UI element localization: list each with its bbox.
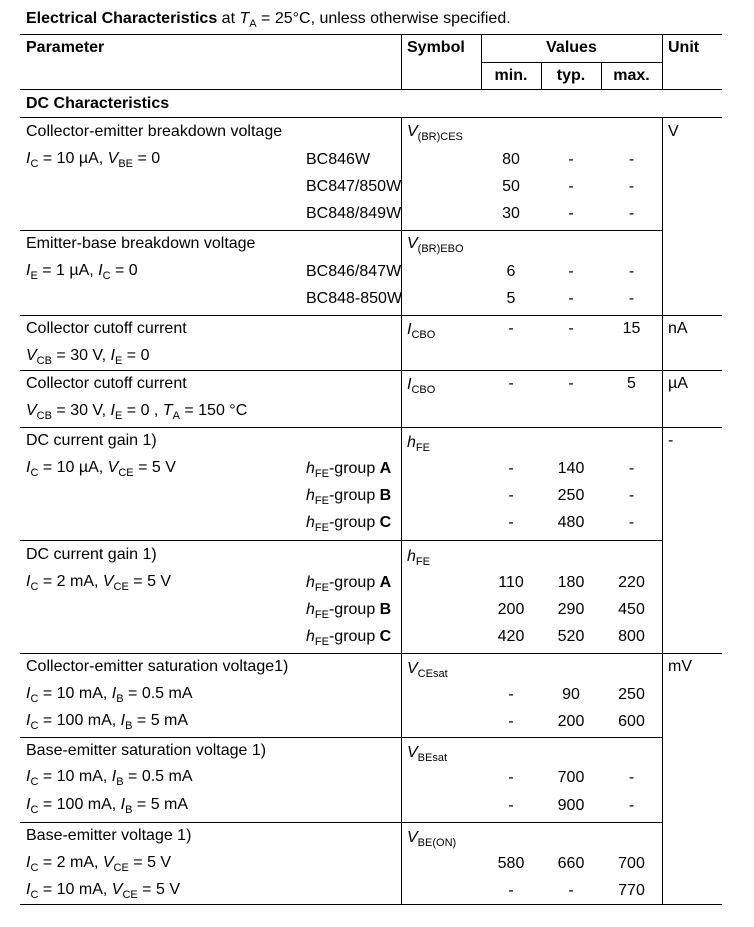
value-max: 800: [618, 628, 645, 645]
table-title: Electrical Characteristics at $T_A = 25^\circ C$, unless otherwise specified.: [26, 10, 511, 30]
test-condition: $I_C = 10$ µA, $V_{BE} = 0$: [26, 150, 161, 170]
hfe-group-label: $h_{FE}$-group B: [306, 487, 392, 507]
value-max: -: [628, 178, 635, 195]
value-min: -: [508, 686, 514, 703]
value-max: 5: [627, 375, 636, 392]
hfe-group-label: $h_{FE}$-group C: [306, 514, 392, 534]
value-max: 220: [618, 574, 645, 591]
value-typ: -: [568, 205, 574, 222]
param-name: Base-emitter voltage 1): [26, 827, 192, 844]
value-min: 50: [502, 178, 520, 195]
param-name: Collector-emitter breakdown voltage: [26, 123, 283, 140]
value-min: 110: [498, 574, 524, 591]
value-max: -: [628, 797, 635, 814]
value-max: -: [628, 290, 635, 307]
param-symbol: $h_{FE}$: [407, 548, 430, 568]
hfe-group-label: $h_{FE}$-group C: [306, 628, 392, 648]
value-min: -: [508, 713, 514, 730]
header-parameter: Parameter: [26, 39, 105, 56]
value-typ: 480: [557, 514, 585, 531]
rule-section: [20, 117, 722, 118]
value-max: 600: [618, 713, 645, 730]
value-typ: 200: [557, 713, 585, 730]
section-title: DC Characteristics: [26, 95, 170, 112]
value-min: 30: [502, 205, 520, 222]
header-symbol: Symbol: [407, 39, 465, 56]
value-min: 5: [506, 290, 516, 307]
test-condition: $I_C = 2$ mA, $V_{CE} = 5$ V: [26, 573, 172, 593]
hfe-group-label: $h_{FE}$-group A: [306, 574, 392, 594]
value-typ: -: [568, 263, 574, 280]
value-max: 700: [618, 855, 645, 872]
param-name: DC current gain 1): [26, 546, 157, 563]
rule-3: [20, 370, 722, 371]
value-min: -: [508, 460, 514, 477]
value-max: -: [628, 151, 635, 168]
param-symbol: $h_{FE}$: [407, 434, 430, 454]
value-typ: 180: [557, 574, 585, 591]
value-typ: 700: [557, 769, 585, 786]
header-unit: Unit: [668, 39, 700, 56]
param-name: Collector cutoff current: [26, 375, 187, 392]
col-divider-unit: [662, 34, 663, 90]
value-typ: 290: [557, 601, 585, 618]
value-min: 200: [497, 601, 525, 618]
value-max: 770: [618, 882, 645, 899]
rule-1: [20, 230, 662, 231]
test-condition: $I_C = 10$ mA, $I_B = 0.5$ mA: [26, 768, 193, 788]
value-typ: 520: [557, 628, 585, 645]
param-symbol: $I_{CBO}$: [407, 321, 436, 341]
value-max: 250: [618, 686, 645, 703]
rule-6: [20, 653, 722, 654]
rule-2: [20, 315, 722, 316]
param-name: DC current gain 1): [26, 432, 157, 449]
test-condition: $V_{CB} = 30$ V, $I_E = 0$: [26, 347, 150, 367]
col-divider-symbol: [401, 117, 402, 905]
value-min: 6: [506, 263, 516, 280]
param-unit: -: [668, 432, 674, 449]
value-max: -: [628, 769, 635, 786]
value-min: -: [508, 320, 514, 337]
param-symbol: $V_{(BR)CES}$: [407, 123, 463, 143]
param-name: Collector cutoff current: [26, 320, 187, 337]
value-min: 580: [497, 855, 525, 872]
value-typ: 90: [562, 686, 580, 703]
value-typ: -: [568, 375, 574, 392]
rule-7: [20, 737, 662, 738]
device-label: BC848-850W: [306, 290, 403, 307]
header-typ: typ.: [556, 67, 586, 84]
value-min: -: [508, 797, 514, 814]
test-condition: $I_C = 10$ µA, $V_{CE} = 5$ V: [26, 459, 176, 479]
value-min: -: [508, 375, 514, 392]
header-min: min.: [494, 67, 528, 84]
value-typ: 900: [557, 797, 585, 814]
value-typ: -: [568, 290, 574, 307]
header-values: Values: [546, 39, 597, 56]
device-label: BC847/850W: [306, 178, 402, 195]
test-condition: $I_C = 100$ mA, $I_B = 5$ mA: [26, 712, 189, 732]
value-min: -: [508, 487, 514, 504]
value-typ: -: [568, 882, 574, 899]
value-min: -: [508, 882, 514, 899]
device-label: BC848/849W: [306, 205, 402, 222]
col-divider-symbol: [401, 34, 402, 90]
rule-4: [20, 427, 722, 428]
test-condition: $I_E = 1$ µA, $I_C = 0$: [26, 262, 138, 282]
param-symbol: $V_{BE(ON)}$: [407, 829, 457, 849]
value-max: -: [628, 487, 635, 504]
rule-header-bottom: [20, 89, 722, 90]
value-min: 80: [502, 151, 520, 168]
device-label: BC846W: [306, 151, 371, 168]
value-max: 15: [622, 320, 641, 337]
rule-5: [20, 540, 662, 541]
rule-top: [20, 34, 722, 35]
value-typ: 140: [557, 460, 585, 477]
param-unit: mV: [668, 658, 692, 675]
value-max: -: [628, 263, 635, 280]
param-symbol: $V_{CEsat}$: [407, 660, 448, 680]
param-symbol: $I_{CBO}$: [407, 376, 436, 396]
param-name: Emitter-base breakdown voltage: [26, 235, 256, 252]
header-max: max.: [613, 67, 650, 84]
param-symbol: $V_{BEsat}$: [407, 744, 448, 764]
value-min: -: [508, 769, 514, 786]
value-min: 420: [497, 628, 525, 645]
rule-values-sub: [481, 62, 662, 63]
test-condition: $I_C = 10$ mA, $V_{CE} = 5$ V: [26, 881, 180, 901]
value-typ: 250: [557, 487, 585, 504]
hfe-group-label: $h_{FE}$-group B: [306, 601, 392, 621]
test-condition: $I_C = 100$ mA, $I_B = 5$ mA: [26, 796, 189, 816]
value-typ: -: [568, 151, 574, 168]
hfe-group-label: $h_{FE}$-group A: [306, 460, 392, 480]
param-unit: µA: [668, 375, 688, 392]
param-unit: V: [668, 123, 679, 140]
value-typ: -: [568, 320, 574, 337]
test-condition: $I_C = 2$ mA, $V_{CE} = 5$ V: [26, 854, 172, 874]
value-typ: 660: [557, 855, 585, 872]
col-divider-unit: [662, 117, 663, 905]
param-symbol: $V_{(BR)EBO}$: [407, 235, 464, 255]
value-max: -: [628, 205, 635, 222]
device-label: BC846/847W: [306, 263, 402, 280]
value-max: -: [628, 460, 635, 477]
value-min: -: [508, 514, 514, 531]
test-condition: $I_C = 10$ mA, $I_B = 0.5$ mA: [26, 685, 193, 705]
value-max: 450: [618, 601, 645, 618]
param-name: Base-emitter saturation voltage 1): [26, 742, 267, 759]
rule-8: [20, 822, 662, 823]
value-max: -: [628, 514, 635, 531]
test-condition: $V_{CB} = 30$ V, $I_E = 0$ , $T_A = 150$ °C: [26, 402, 248, 422]
param-name: Collector-emitter saturation voltage1): [26, 658, 289, 675]
rule-bottom: [20, 904, 722, 905]
param-unit: nA: [668, 320, 688, 337]
value-typ: -: [568, 178, 574, 195]
